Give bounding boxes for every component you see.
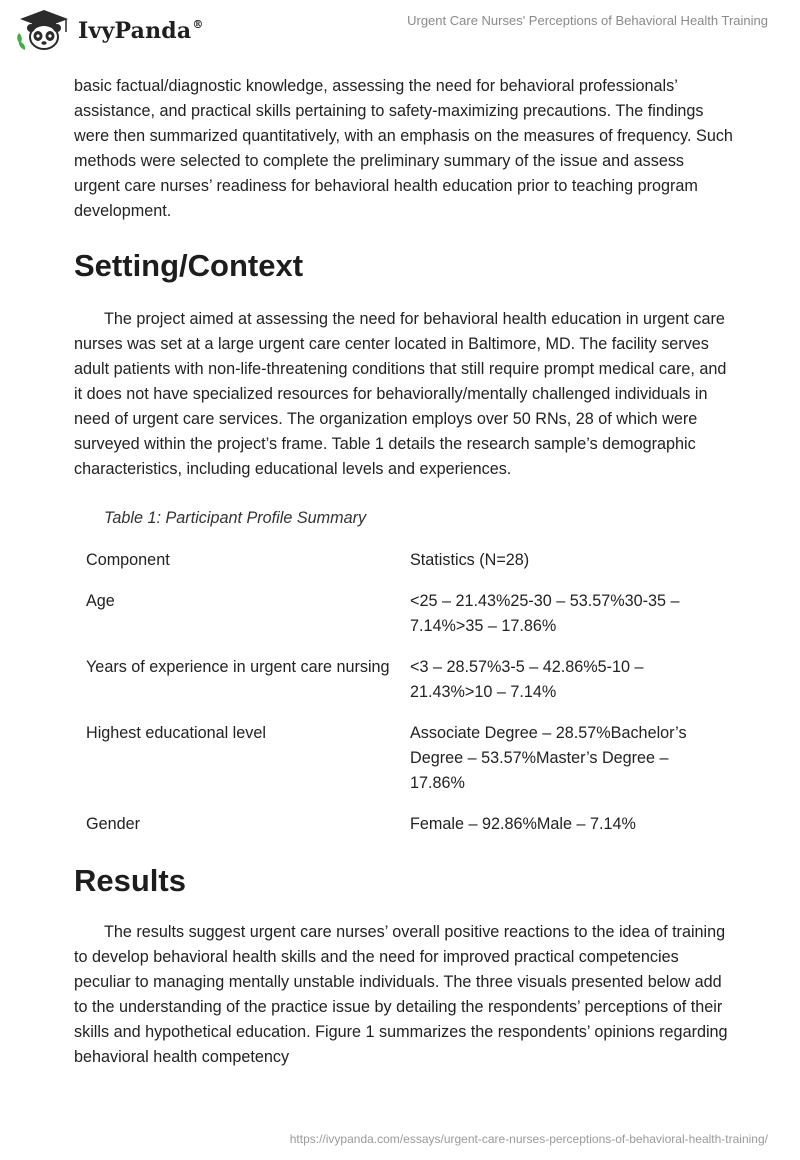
results-paragraph: The results suggest urgent care nurses’ overall positive reactions to the idea of training to develop behavioral health skills and the need for improved practical competencies peculiar to managing mentally unstable individuals. The three visuals presented below add to the understanding of the practice issue by detailing the respondents’ perceptions of their skills and hypothetical education. Figure 1 summarizes the respondents’ opinions regarding behavioral health competency xyxy=(74,923,728,1066)
table-cell: Gender xyxy=(86,815,140,833)
table-header-cell: Component xyxy=(86,551,170,569)
table-header-cell: Statistics (N=28) xyxy=(410,551,530,569)
source-url-link[interactable]: https://ivypanda.com/essays/urgent-care-nurses-perceptions-of-behavioral-health-training/ xyxy=(289,1132,768,1146)
ivypanda-logo[interactable] xyxy=(14,8,204,52)
intro-paragraph: basic factual/diagnostic knowledge, assessing the need for behavioral professionals’ assistance, and practical skills pertaining to safety-maximizing precautions. The findings were then summarized quantitatively, with an emphasis on the measures of frequency. Such methods were selected to complete the preliminary summary of the issue and assess urgent care nurses’ readiness for behavioral health education prior to teaching program development. xyxy=(74,77,733,220)
logo-text: IvyPanda® xyxy=(78,17,204,44)
table-cell: Associate Degree – 28.57%Bachelor’s Degree – 53.57%Master’s Degree – 17.86% xyxy=(410,724,687,792)
page-header xyxy=(0,0,800,62)
essay-content xyxy=(74,74,734,1070)
table-row xyxy=(74,589,746,655)
results-heading: Results xyxy=(74,863,186,898)
panda-graduate-icon xyxy=(14,8,74,52)
table-header-row xyxy=(74,548,746,589)
table-row xyxy=(74,655,746,721)
setting-paragraph: The project aimed at assessing the need for behavioral health education in urgent care nurses was set at a large urgent care center located in Baltimore, MD. The facility serves adult patients with non-life-threatening conditions that still require prompt medical care, and it does not have specialized resources for behaviorally/mentally challenged individuals in need of urgent care services. The organization employs over 50 RNs, 28 of which were surveyed within the project’s frame. Table 1 details the research sample’s demographic characteristics, including educational levels and experiences. xyxy=(74,310,727,478)
table-caption: Table 1: Participant Profile Summary xyxy=(104,509,367,527)
table-cell: <25 – 21.43%25-30 – 53.57%30-35 – 7.14%>35 – 17.86% xyxy=(410,592,680,635)
table-cell: Years of experience in urgent care nursing xyxy=(86,658,390,676)
table-cell: <3 – 28.57%3-5 – 42.86%5-10 – 21.43%>10 – 7.14% xyxy=(410,658,644,701)
setting-heading: Setting/Context xyxy=(74,248,304,283)
table-cell: Female – 92.86%Male – 7.14% xyxy=(410,815,636,833)
table-row xyxy=(74,812,746,837)
table-cell: Highest educational level xyxy=(86,724,266,742)
table-row xyxy=(74,721,746,812)
participant-profile-table xyxy=(74,548,746,837)
running-title: Urgent Care Nurses' Perceptions of Behavioral Health Training xyxy=(407,13,768,28)
table-cell: Age xyxy=(86,592,115,610)
